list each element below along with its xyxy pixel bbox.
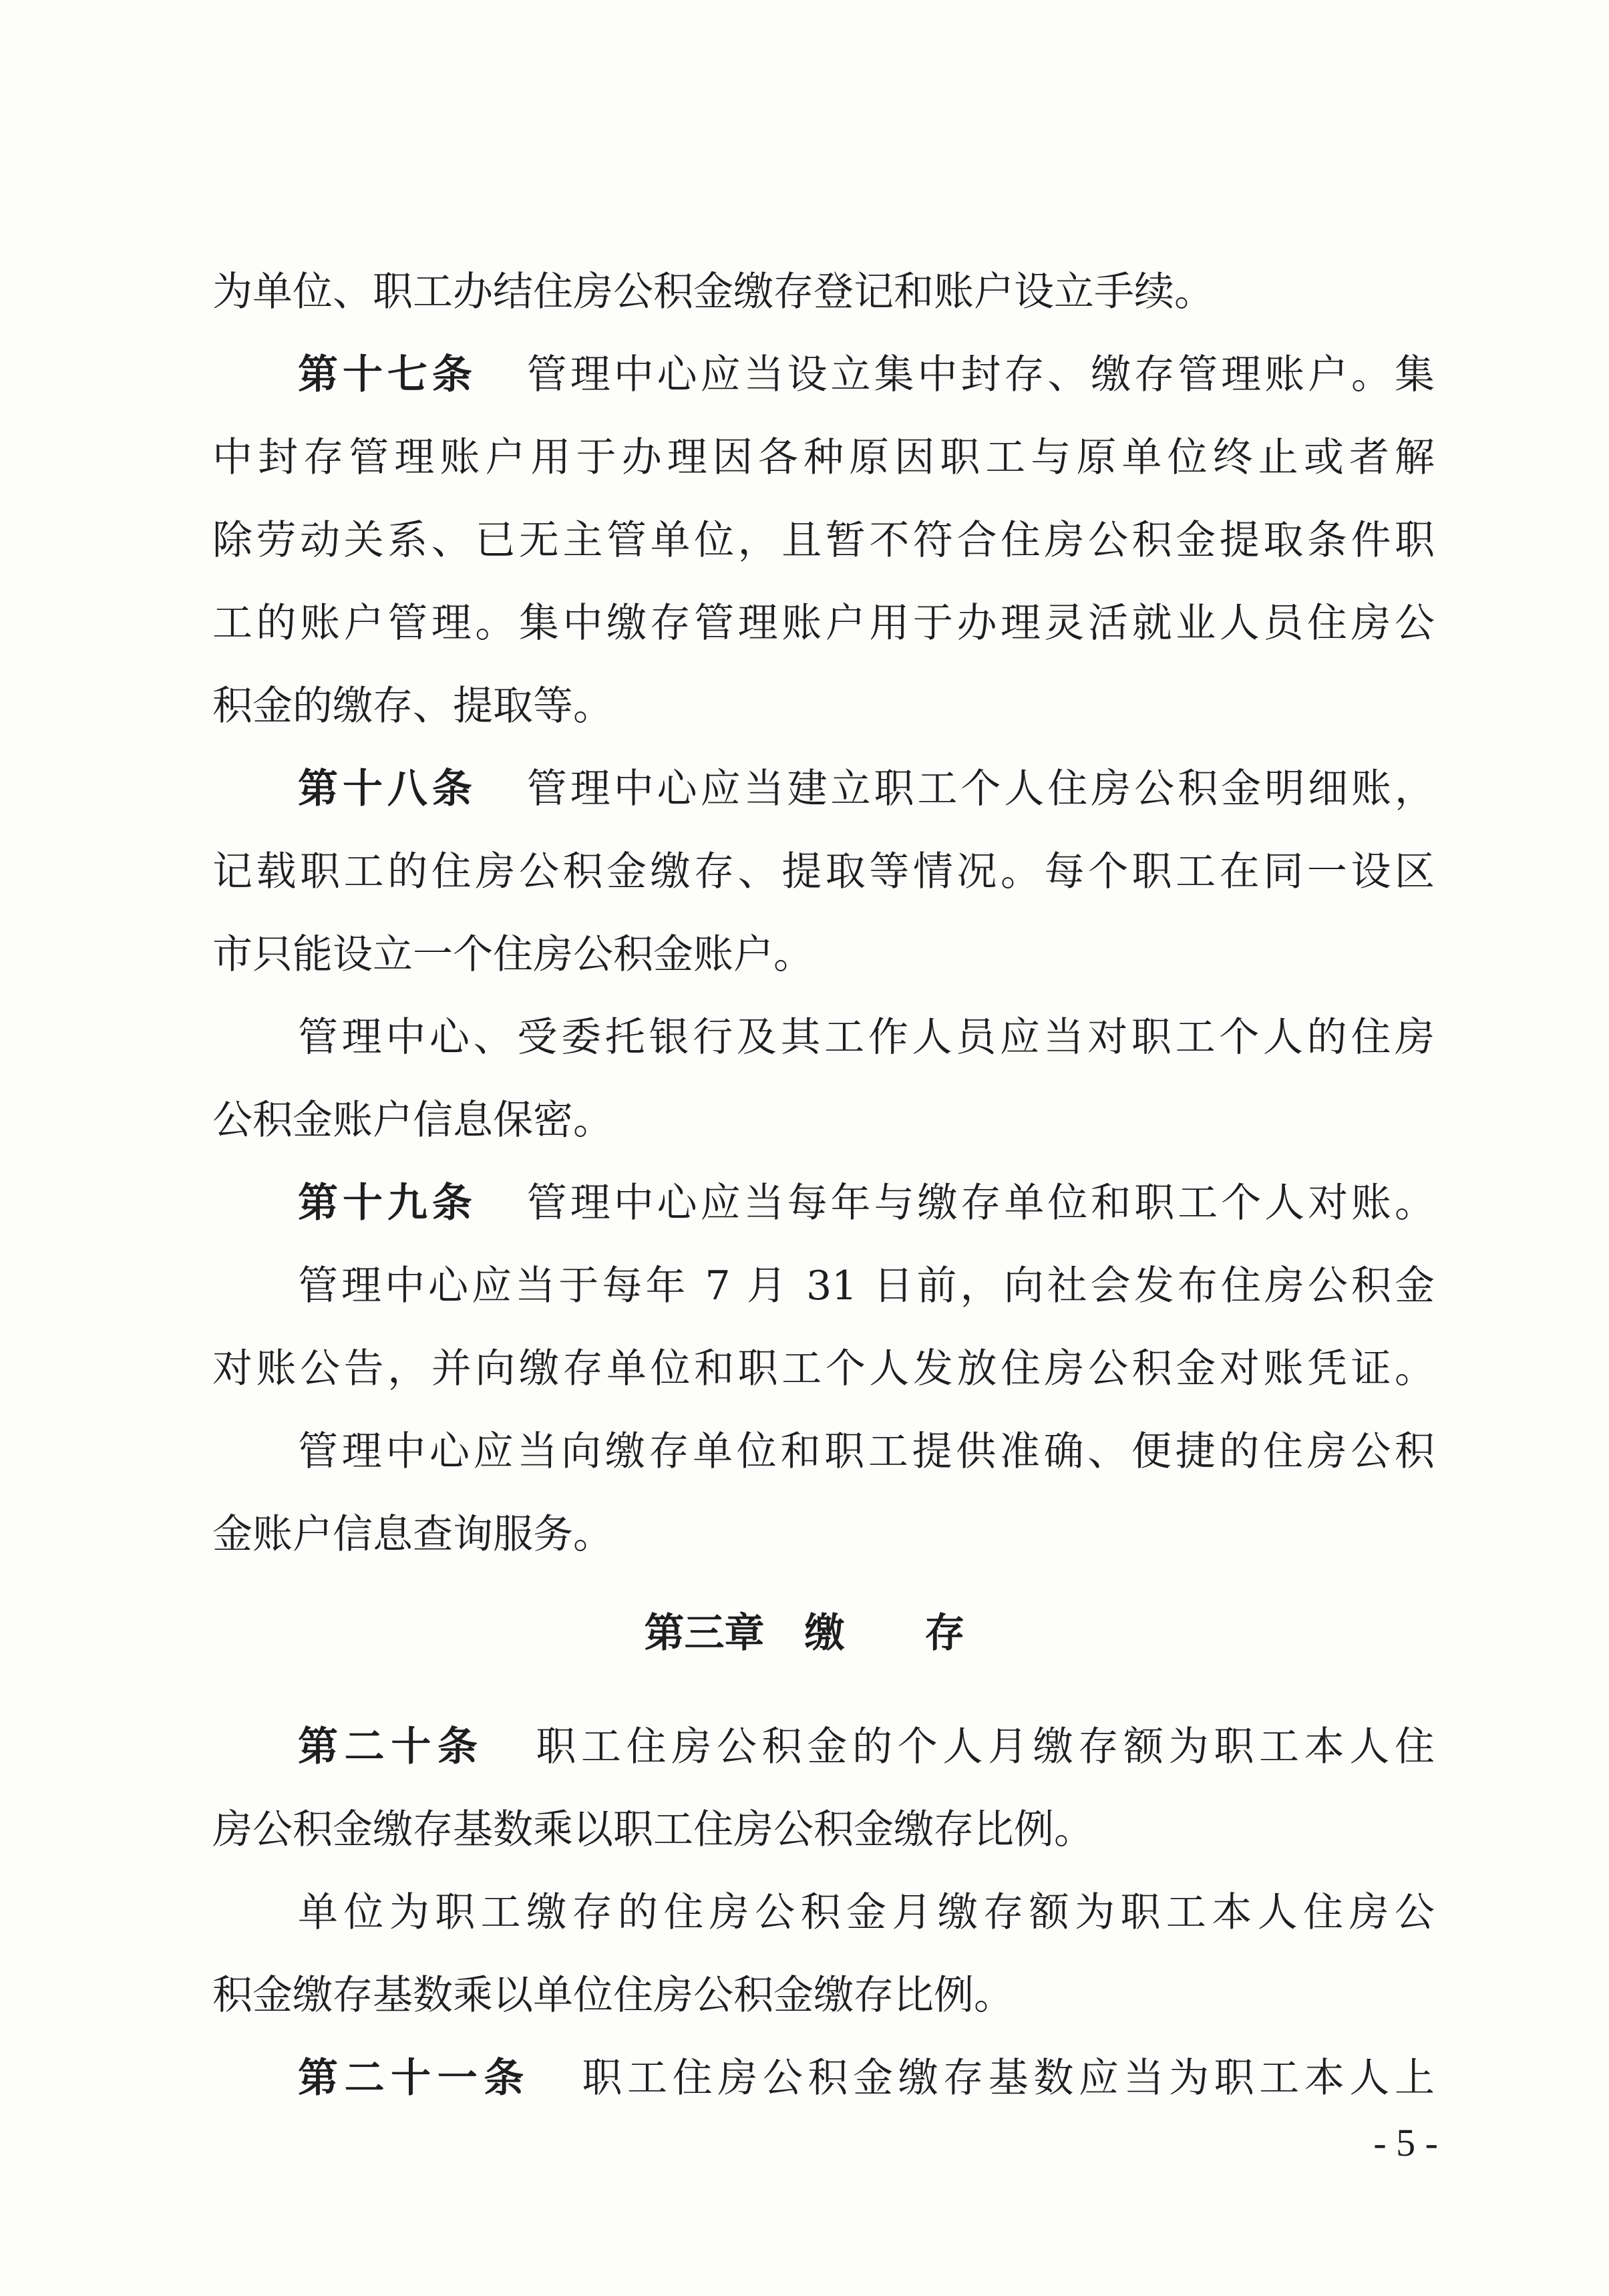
text-line-3 [212, 411, 1435, 504]
line-text: 管理中心应当每年与缴存单位和职工个人对账。 [523, 1180, 1435, 1226]
text-line-6 [212, 659, 1435, 753]
line-text: 积金缴存基数乘以单位住房公积金缴存比例。 [212, 1972, 1014, 2019]
article-heading: 第十七条 [298, 351, 477, 398]
text-line-20 [212, 1949, 1435, 2042]
line-text: 中封存管理账户用于办理因各种原因职工与原单位终止或者解 [212, 434, 1435, 481]
line-text: 职工住房公积金的个人月缴存额为职工本人住 [530, 1724, 1435, 1770]
text-line-5 [212, 577, 1435, 670]
article-18-line [298, 742, 1435, 836]
text-line-19 [298, 1866, 1435, 1959]
article-17-line [298, 328, 1435, 422]
chapter-number: 第三章 [644, 1610, 765, 1657]
line-text: 房公积金缴存基数乘以职工住房公积金缴存比例。 [212, 1806, 1094, 1853]
line-text: 为单位、职工办结住房公积金缴存登记和账户设立手续。 [212, 269, 1214, 315]
line-text: 管理中心应当向缴存单位和职工提供准确、便捷的住房公积 [298, 1428, 1435, 1475]
article-heading: 第十八条 [298, 766, 477, 812]
chapter-title-char-2: 存 [924, 1610, 965, 1657]
text-line-18 [212, 1783, 1435, 1876]
line-text: 管理中心应当设立集中封存、缴存管理账户。集 [523, 351, 1435, 398]
article-20-line [298, 1700, 1435, 1794]
text-line-13 [298, 1239, 1435, 1333]
line-text: 市只能设立一个住房公积金账户。 [212, 931, 814, 978]
line-text: 积金的缴存、提取等。 [212, 683, 613, 729]
article-heading: 第二十一条 [298, 2055, 530, 2102]
article-21-line [298, 2031, 1435, 2125]
page-number: - 5 - [1373, 2121, 1438, 2164]
line-text: 工的账户管理。集中缴存管理账户用于办理灵活就业人员住房公 [212, 600, 1435, 647]
text-line-1 [212, 245, 1435, 339]
line-text: 管理中心应当建立职工个人住房公积金明细账， [523, 766, 1435, 812]
article-heading: 第十九条 [298, 1180, 477, 1226]
text-line-14 [212, 1322, 1435, 1416]
line-text: 管理中心、受委托银行及其工作人员应当对职工个人的住房 [298, 1014, 1435, 1061]
chapter-heading [0, 1587, 1609, 1680]
text-line-9 [212, 908, 1435, 1001]
line-text: 除劳动关系、已无主管单位，且暂不符合住房公积金提取条件职 [212, 517, 1435, 564]
chapter-title-char-1: 缴 [804, 1610, 845, 1657]
text-line-10 [298, 991, 1435, 1084]
text-line-8 [212, 825, 1435, 919]
text-line-15 [298, 1405, 1435, 1498]
text-line-16 [212, 1488, 1435, 1581]
line-text: 公积金账户信息保密。 [212, 1097, 613, 1144]
text-line-4 [212, 494, 1435, 587]
line-text: 单位为职工缴存的住房公积金月缴存额为职工本人住房公 [298, 1889, 1435, 1936]
line-text: 金账户信息查询服务。 [212, 1511, 613, 1558]
line-text: 对账公告，并向缴存单位和职工个人发放住房公积金对账凭证。 [212, 1345, 1435, 1392]
article-19-line [298, 1156, 1435, 1250]
line-text: 管理中心应当于每年 7 月 31 日前，向社会发布住房公积金 [298, 1263, 1435, 1309]
line-text: 职工住房公积金缴存基数应当为职工本人上 [576, 2055, 1435, 2102]
article-heading: 第二十条 [298, 1724, 484, 1770]
text-line-11 [212, 1074, 1435, 1167]
line-text: 记载职工的住房公积金缴存、提取等情况。每个职工在同一设区 [212, 848, 1435, 895]
